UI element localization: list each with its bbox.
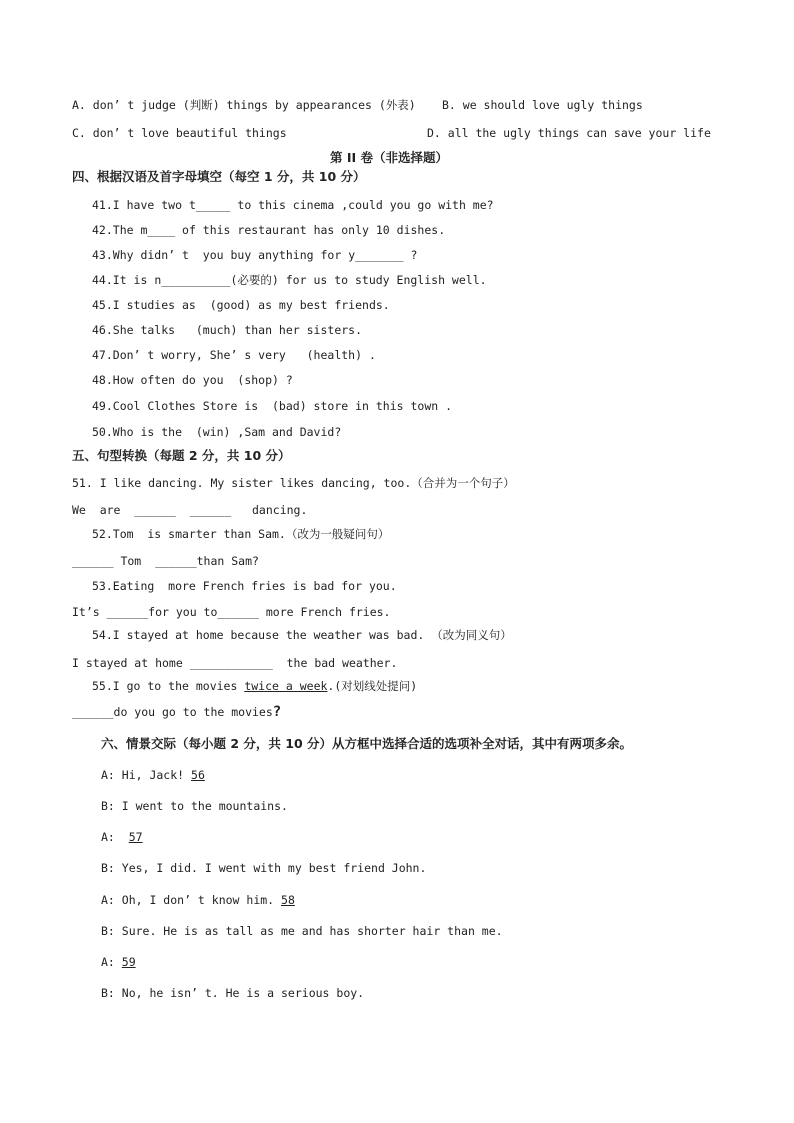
question-49: 49.Cool Clothes Store is (bad) store in this town . bbox=[92, 399, 453, 413]
section4-title: 四、根据汉语及首字母填空（每空 1 分，共 10 分） bbox=[72, 169, 366, 184]
answer-blank[interactable]: t_____ bbox=[188, 198, 231, 212]
blank-number[interactable]: 58 bbox=[281, 893, 295, 907]
question-41: 41.I have two t_____ to this cinema ,could you go with me? bbox=[92, 198, 494, 212]
blank-number[interactable]: 57 bbox=[128, 830, 143, 844]
underlined-phrase: twice a week bbox=[244, 679, 328, 693]
section6-title: 六、情景交际（每小题 2 分，共 10 分）从方框中选择合适的选项补全对话，其中有两项多余。 bbox=[101, 736, 633, 751]
answer-51[interactable]: We are ______ ______ dancing. bbox=[72, 503, 308, 517]
answer-blank[interactable]: n__________ bbox=[147, 273, 231, 287]
answer-blank[interactable]: y_______ bbox=[348, 248, 404, 262]
answer-54[interactable]: I stayed at home ____________ the bad weather. bbox=[72, 656, 398, 670]
question-42: 42.The m____ of this restaurant has only 10 dishes. bbox=[92, 223, 446, 237]
question-52: 52.Tom is smarter than Sam.（改为一般疑问句） bbox=[92, 527, 390, 541]
option-d: D. all the ugly things can save your life bbox=[427, 126, 711, 140]
question-47: 47.Don’ t worry, She’ s very (health) . bbox=[92, 348, 376, 362]
question-50: 50.Who is the (win) ,Sam and David? bbox=[92, 425, 342, 439]
question-51: 51. I like dancing. My sister likes dancing, too.（合并为一个句子） bbox=[72, 476, 515, 490]
answer-52[interactable]: ______ Tom ______than Sam? bbox=[72, 554, 259, 568]
question-43: 43.Why didn’ t you buy anything for y_______ ? bbox=[92, 248, 418, 262]
question-54: 54.I stayed at home because the weather was bad. （改为同义句） bbox=[92, 628, 512, 642]
dialogue-line: A: Oh, I don’ t know him. 58 bbox=[101, 893, 295, 907]
blank-number[interactable]: 59 bbox=[121, 955, 136, 969]
question-44: 44.It is n__________(必要的) for us to study English well. bbox=[92, 273, 487, 287]
answer-55[interactable]: ______do you go to the movies? bbox=[72, 704, 282, 720]
dialogue-line: B: I went to the mountains. bbox=[101, 799, 288, 813]
option-c: C. don’ t love beautiful things bbox=[72, 126, 287, 140]
question-45: 45.I studies as (good) as my best friends. bbox=[92, 298, 390, 312]
question-46: 46.She talks (much) than her sisters. bbox=[92, 323, 363, 337]
part2-title: 第 II 卷（非选择题） bbox=[330, 150, 449, 165]
question-53: 53.Eating more French fries is bad for you. bbox=[92, 579, 397, 593]
dialogue-line: B: No, he isn’ t. He is a serious boy. bbox=[101, 986, 365, 1000]
dialogue-line: A: 57 bbox=[101, 830, 143, 844]
dialogue-line: A: 59 bbox=[101, 955, 136, 969]
dialogue-line: B: Yes, I did. I went with my best friend John. bbox=[101, 861, 427, 875]
answer-53[interactable]: It’s ______for you to______ more French fries. bbox=[72, 605, 391, 619]
answer-blank[interactable]: m____ bbox=[140, 223, 176, 237]
question-48: 48.How often do you (shop) ? bbox=[92, 373, 293, 387]
dialogue-line: B: Sure. He is as tall as me and has shorter hair than me. bbox=[101, 924, 503, 938]
question-55: 55.I go to the movies twice a week.(对划线处提问) bbox=[92, 679, 418, 693]
section5-title: 五、句型转换（每题 2 分，共 10 分） bbox=[72, 448, 291, 463]
option-b: B. we should love ugly things bbox=[442, 98, 643, 112]
option-a: A. don’ t judge (判断) things by appearances (外表) bbox=[72, 98, 416, 112]
dialogue-line: A: Hi, Jack! 56 bbox=[101, 768, 205, 782]
blank-number[interactable]: 56 bbox=[191, 768, 205, 782]
